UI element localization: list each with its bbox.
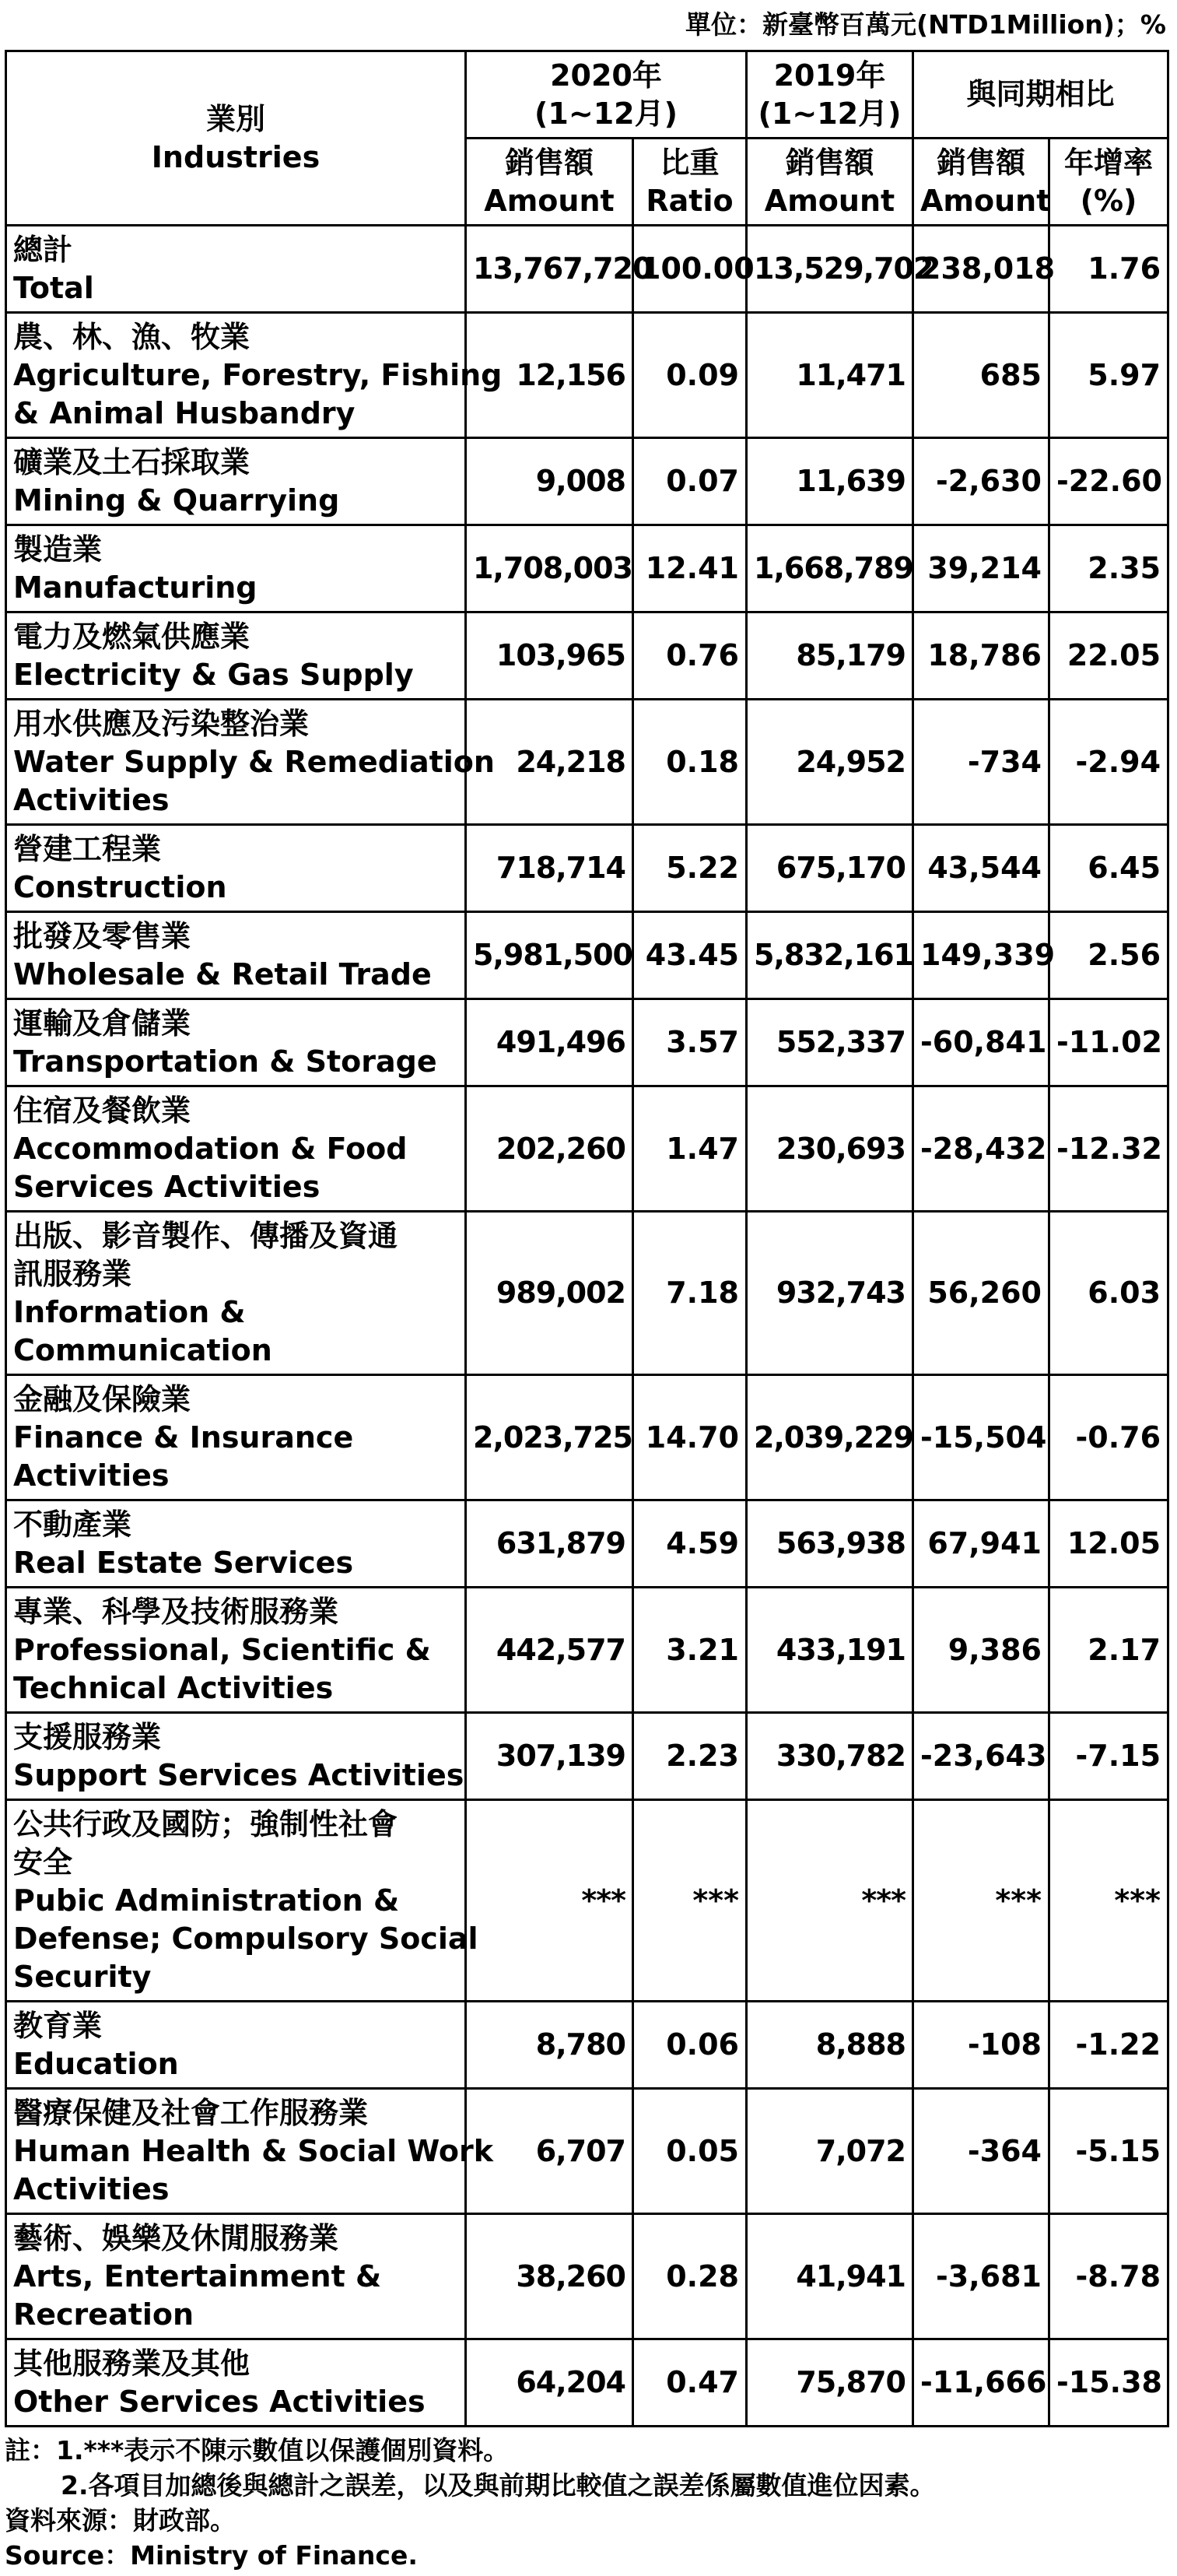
industry-name-line: & Animal Husbandry — [13, 395, 356, 430]
amount-2019-cell: 932,743 — [747, 1212, 913, 1375]
table-row — [6, 2089, 1168, 2214]
industry-name-cell — [6, 2089, 494, 2214]
ratio-cell: *** — [633, 1800, 747, 2002]
table-row — [6, 1800, 1168, 2002]
industry-name-line: Total — [13, 270, 94, 305]
industry-name-line: 礦業及土石採取業 — [13, 444, 250, 479]
change-amount-cell: -3,681 — [913, 2214, 1049, 2339]
amount-2020-cell: 1,708,003 — [466, 525, 633, 612]
amount-2020-cell: 631,879 — [466, 1500, 633, 1588]
growth-cell: 1.76 — [1049, 226, 1168, 313]
change-amount-cell: -28,432 — [913, 1086, 1049, 1212]
amount-2020-cell: *** — [466, 1800, 633, 2002]
ratio-cell: 14.70 — [633, 1375, 747, 1500]
industry-name-cell — [6, 1375, 466, 1500]
change-amount-cell: -734 — [913, 700, 1049, 825]
industry-name-line: Arts, Entertainment & — [13, 2258, 382, 2293]
industry-name-cell — [6, 1588, 466, 1713]
change-amount-cell: 39,214 — [913, 525, 1049, 612]
ratio-cell: 0.28 — [633, 2214, 747, 2339]
growth-cell: -12.32 — [1049, 1086, 1168, 1212]
industry-name-line: 公共行政及國防；強制性社會 — [13, 1806, 398, 1841]
industry-name-cell — [6, 612, 466, 700]
amount-2020-cell: 103,965 — [466, 612, 633, 700]
growth-cell: 12.05 — [1049, 1500, 1168, 1588]
amount-2019-cell: 11,471 — [747, 313, 913, 438]
industry-name-line: 安全 — [13, 1844, 73, 1879]
industry-name-line: Agriculture, Forestry, Fishing — [13, 357, 503, 392]
growth-cell: 6.45 — [1049, 825, 1168, 912]
industry-name-cell — [6, 525, 466, 612]
change-amount-cell: 149,339 — [913, 912, 1049, 999]
compare-label: 與同期相比 — [966, 77, 1115, 111]
growth-cell: -2.94 — [1049, 700, 1168, 825]
amount-2020-cell: 38,260 — [466, 2214, 633, 2339]
sales-header-en: Amount — [920, 183, 1051, 218]
unit-label: 單位：新臺幣百萬元(NTD1Million)；% — [685, 9, 1166, 40]
amount-2020-cell: 442,577 — [466, 1588, 633, 1713]
amount-2020-cell: 5,981,500 — [466, 912, 633, 999]
amount-2019-cell: 5,832,161 — [747, 912, 913, 999]
industry-name-line: Real Estate Services — [13, 1545, 354, 1580]
sales-header-zh: 銷售額 — [785, 145, 874, 180]
growth-cell: -0.76 — [1049, 1375, 1168, 1500]
table-row — [6, 226, 1168, 313]
amount-2020-cell: 718,714 — [466, 825, 633, 912]
amount-2019-cell: 563,938 — [747, 1500, 913, 1588]
change-amount-header — [913, 139, 1049, 226]
ratio-cell: 7.18 — [633, 1212, 747, 1375]
industry-name-cell — [6, 1500, 466, 1588]
table-row — [6, 1212, 1168, 1375]
industry-name-cell — [6, 1086, 466, 1212]
industry-name-line: Construction — [13, 869, 227, 904]
table-body — [6, 226, 1168, 2427]
growth-cell: -5.15 — [1049, 2089, 1168, 2214]
ratio-header-zh: 比重 — [660, 145, 720, 180]
amount-2020-cell: 6,707 — [466, 2089, 633, 2214]
table-row — [6, 2214, 1168, 2339]
industry-name-line: 藝術、娛樂及休閒服務業 — [13, 2220, 339, 2255]
note-2: 2.各項目加總後與總計之誤差，以及與前期比較值之誤差係屬數值進位因素。 — [61, 2470, 936, 2501]
table-row — [6, 525, 1168, 612]
note-1: 註：1.***表示不陳示數值以保護個別資料。 — [5, 2435, 510, 2465]
industry-name-cell — [6, 1212, 466, 1375]
change-amount-cell: *** — [913, 1800, 1049, 2002]
industry-name-line: Electricity & Gas Supply — [13, 657, 414, 692]
amount-2020-cell: 202,260 — [466, 1086, 633, 1212]
industry-name-line: Activities — [13, 2171, 170, 2206]
industry-name-line: Pubic Administration & — [13, 1883, 400, 1918]
table-row — [6, 2339, 1168, 2427]
ratio-cell: 0.76 — [633, 612, 747, 700]
amount-2020-cell: 491,496 — [466, 999, 633, 1086]
amount-2019-cell: 2,039,229 — [747, 1375, 913, 1500]
industry-name-line: Manufacturing — [13, 570, 257, 605]
industry-name-line: Education — [13, 2046, 179, 2081]
industry-name-line: 營建工程業 — [13, 831, 162, 866]
growth-cell: -15.38 — [1049, 2339, 1168, 2427]
industry-name-cell — [6, 912, 466, 999]
amount-2019-cell: 75,870 — [747, 2339, 913, 2427]
industry-name-cell — [6, 999, 466, 1086]
growth-header — [1049, 139, 1168, 226]
ratio-header-en: Ratio — [646, 183, 734, 218]
industry-name-line: Professional, Scientific & — [13, 1632, 431, 1667]
industry-name-line: Recreation — [13, 2297, 194, 2332]
industry-name-line: Services Activities — [13, 1169, 321, 1204]
sales-header-zh: 銷售額 — [504, 145, 594, 180]
growth-cell: -7.15 — [1049, 1713, 1168, 1800]
source-zh: 資料來源：財政部。 — [5, 2505, 236, 2536]
amount-2019-cell: 675,170 — [747, 825, 913, 912]
industry-name-line: Information & — [13, 1294, 246, 1329]
amount-2020-cell: 8,780 — [466, 2002, 633, 2089]
amount-2020-cell: 307,139 — [466, 1713, 633, 1800]
year-2020-period: (1~12月) — [534, 96, 678, 131]
amount-2019-cell: 41,941 — [747, 2214, 913, 2339]
industry-name-cell — [6, 2214, 466, 2339]
amount-2019-cell: 8,888 — [747, 2002, 913, 2089]
industry-name-cell — [6, 700, 495, 825]
industry-name-line: 農、林、漁、牧業 — [13, 319, 250, 354]
year-2019-header — [747, 51, 913, 139]
year-2019-period: (1~12月) — [758, 96, 902, 131]
industry-name-cell — [6, 2339, 466, 2427]
industry-name-line: 醫療保健及社會工作服務業 — [13, 2095, 369, 2130]
growth-header-en: (%) — [1080, 183, 1137, 218]
table-row — [6, 2002, 1168, 2089]
amount-2020-cell: 24,218 — [466, 700, 633, 825]
change-amount-cell: 9,386 — [913, 1588, 1049, 1713]
ratio-cell: 2.23 — [633, 1713, 747, 1800]
industry-name-line: Wholesale & Retail Trade — [13, 956, 432, 991]
change-amount-cell: 685 — [913, 313, 1049, 438]
change-amount-cell: -2,630 — [913, 438, 1049, 525]
industry-name-line: 總計 — [13, 232, 73, 267]
industry-name-line: 製造業 — [13, 532, 103, 567]
growth-cell: -22.60 — [1049, 438, 1168, 525]
ratio-cell: 43.45 — [633, 912, 747, 999]
industry-sales-table — [5, 50, 1169, 2427]
growth-cell: 2.17 — [1049, 1588, 1168, 1713]
industry-name-line: Support Services Activities — [13, 1757, 464, 1792]
ratio-cell: 100.00 — [633, 226, 747, 313]
industry-name-line: Water Supply & Remediation — [13, 744, 495, 779]
change-amount-cell: 56,260 — [913, 1212, 1049, 1375]
growth-cell: 2.56 — [1049, 912, 1168, 999]
sales-2019-header — [747, 139, 913, 226]
amount-2019-cell: 1,668,789 — [747, 525, 913, 612]
source-en: Source：Ministry of Finance. — [5, 2540, 418, 2571]
industry-name-line: 支援服務業 — [13, 1719, 162, 1754]
industry-name-line: Technical Activities — [13, 1670, 334, 1705]
industry-name-line: 教育業 — [13, 2008, 103, 2043]
industry-name-line: 其他服務業及其他 — [13, 2346, 250, 2381]
change-amount-cell: 18,786 — [913, 612, 1049, 700]
change-amount-cell: 238,018 — [913, 226, 1049, 313]
table-row — [6, 1500, 1168, 1588]
year-2019-label: 2019年 — [773, 58, 886, 93]
amount-2019-cell: *** — [747, 1800, 913, 2002]
industry-name-line: 住宿及餐飲業 — [13, 1093, 191, 1128]
ratio-cell: 12.41 — [633, 525, 747, 612]
ratio-cell: 3.57 — [633, 999, 747, 1086]
ratio-cell: 0.09 — [633, 313, 747, 438]
industry-name-line: Accommodation & Food — [13, 1131, 408, 1166]
ratio-cell: 0.47 — [633, 2339, 747, 2427]
amount-2019-cell: 230,693 — [747, 1086, 913, 1212]
ratio-cell: 5.22 — [633, 825, 747, 912]
table-row — [6, 438, 1168, 525]
table-row — [6, 700, 1168, 825]
ratio-cell: 1.47 — [633, 1086, 747, 1212]
ratio-header — [633, 139, 747, 226]
change-amount-cell: 67,941 — [913, 1500, 1049, 1588]
amount-2019-cell: 433,191 — [747, 1588, 913, 1713]
sales-header-zh: 銷售額 — [936, 145, 1025, 180]
growth-cell: -1.22 — [1049, 2002, 1168, 2089]
amount-2020-cell: 989,002 — [466, 1212, 633, 1375]
industry-name-line: Mining & Quarrying — [13, 483, 340, 518]
industry-name-line: Activities — [13, 1458, 170, 1493]
ratio-cell: 3.21 — [633, 1588, 747, 1713]
amount-2019-cell: 24,952 — [747, 700, 913, 825]
industry-name-line: 不動產業 — [13, 1507, 132, 1542]
amount-2020-cell: 13,767,720 — [466, 226, 633, 313]
amount-2020-cell: 64,204 — [466, 2339, 633, 2427]
amount-2019-cell: 330,782 — [747, 1713, 913, 1800]
growth-cell: -11.02 — [1049, 999, 1168, 1086]
change-amount-cell: 43,544 — [913, 825, 1049, 912]
amount-2019-cell: 11,639 — [747, 438, 913, 525]
amount-2020-cell: 2,023,725 — [466, 1375, 633, 1500]
change-amount-cell: -364 — [913, 2089, 1049, 2214]
industry-name-line: Communication — [13, 1332, 272, 1367]
amount-2019-cell: 7,072 — [747, 2089, 913, 2214]
growth-cell: 5.97 — [1049, 313, 1168, 438]
industry-name-line: 運輸及倉儲業 — [13, 1005, 191, 1041]
industry-name-line: 專業、科學及技術服務業 — [13, 1594, 339, 1629]
amount-2020-cell: 9,008 — [466, 438, 633, 525]
table-row — [6, 1713, 1168, 1800]
header-row-top — [6, 51, 1168, 139]
industry-name-cell — [6, 2002, 466, 2089]
industry-name-cell — [6, 1713, 466, 1800]
industry-name-line: 出版、影音製作、傳播及資通 — [13, 1218, 398, 1253]
sales-2020-header — [466, 139, 633, 226]
amount-2019-cell: 552,337 — [747, 999, 913, 1086]
growth-header-zh: 年增率 — [1064, 145, 1154, 180]
industry-name-cell — [6, 825, 466, 912]
ratio-cell: 0.18 — [633, 700, 747, 825]
growth-cell: *** — [1049, 1800, 1168, 2002]
industry-name-line: Transportation & Storage — [13, 1044, 437, 1079]
amount-2019-cell: 13,529,702 — [747, 226, 913, 313]
industry-column-header — [6, 51, 466, 226]
industry-name-cell — [6, 313, 503, 438]
industry-name-line: Defense; Compulsory Social — [13, 1921, 478, 1956]
table-row — [6, 612, 1168, 700]
industry-name-line: 訊服務業 — [13, 1256, 132, 1291]
industry-header-en: Industries — [151, 139, 321, 174]
growth-cell: 22.05 — [1049, 612, 1168, 700]
industry-name-line: Other Services Activities — [13, 2384, 426, 2419]
industry-name-line: Human Health & Social Work — [13, 2133, 494, 2168]
footnotes — [5, 2433, 1172, 2573]
year-2020-header — [466, 51, 747, 139]
amount-2019-cell: 85,179 — [747, 612, 913, 700]
ratio-cell: 4.59 — [633, 1500, 747, 1588]
growth-cell: 6.03 — [1049, 1212, 1168, 1375]
industry-name-line: 金融及保險業 — [13, 1381, 191, 1416]
amount-2020-cell: 12,156 — [466, 313, 633, 438]
table-row — [6, 1588, 1168, 1713]
change-amount-cell: -11,666 — [913, 2339, 1049, 2427]
table-row — [6, 1375, 1168, 1500]
industry-name-line: Security — [13, 1959, 152, 1994]
change-amount-cell: -23,643 — [913, 1713, 1049, 1800]
ratio-cell: 0.05 — [633, 2089, 747, 2214]
table-row — [6, 999, 1168, 1086]
sales-header-en: Amount — [764, 183, 895, 218]
ratio-cell: 0.06 — [633, 2002, 747, 2089]
ratio-cell: 0.07 — [633, 438, 747, 525]
industry-name-cell — [6, 1800, 478, 2002]
table-row — [6, 1086, 1168, 1212]
year-2020-label: 2020年 — [550, 58, 662, 93]
growth-cell: -8.78 — [1049, 2214, 1168, 2339]
industry-name-line: Finance & Insurance — [13, 1420, 354, 1455]
change-amount-cell: -15,504 — [913, 1375, 1049, 1500]
industry-name-line: 批發及零售業 — [13, 918, 191, 953]
compare-header — [913, 51, 1168, 139]
change-amount-cell: -60,841 — [913, 999, 1049, 1086]
industry-name-line: Activities — [13, 782, 170, 817]
industry-name-cell — [6, 438, 466, 525]
industry-name-cell — [6, 226, 466, 313]
industry-header-zh: 業別 — [205, 101, 265, 136]
change-amount-cell: -108 — [913, 2002, 1049, 2089]
industry-name-line: 用水供應及污染整治業 — [13, 706, 310, 741]
table-row — [6, 825, 1168, 912]
sales-header-en: Amount — [484, 183, 615, 218]
growth-cell: 2.35 — [1049, 525, 1168, 612]
industry-name-line: 電力及燃氣供應業 — [13, 619, 250, 654]
table-row — [6, 912, 1168, 999]
table-row — [6, 313, 1168, 438]
